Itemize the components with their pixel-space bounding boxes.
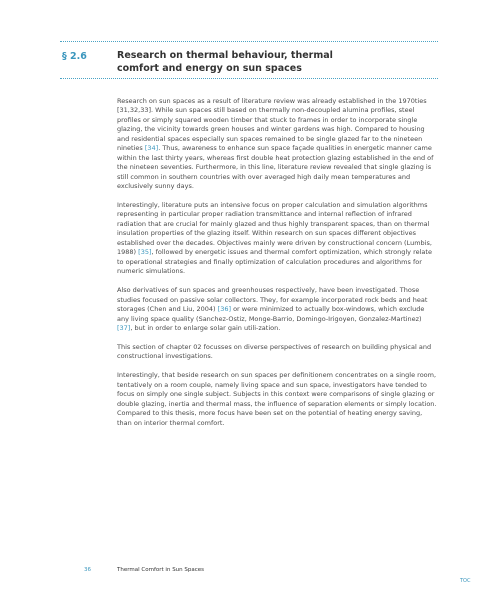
section-title bbox=[117, 50, 417, 75]
section-number: § 2.6 bbox=[62, 51, 87, 62]
body-text bbox=[117, 97, 437, 438]
reference-link[interactable]: [34] bbox=[144, 144, 159, 153]
header-top-rule bbox=[60, 41, 438, 42]
running-title: Thermal Comfort in Sun Spaces bbox=[117, 567, 205, 573]
section-title-line-2: comfort and energy on sun spaces bbox=[117, 62, 302, 74]
header-bottom-rule bbox=[60, 78, 438, 79]
paragraph-3 bbox=[117, 286, 437, 333]
paragraph-3-text-b: or were minimized to actually box-windows, which exclude any living space quality (Sanchez-Ostiz, Monge-Barrio, Domingo-Irigoyen, Gonzalez-Martinez) bbox=[117, 305, 425, 323]
paragraph-3-text-a: Also derivatives of sun spaces and greenhouses respectively, have been investigated. Those studies focused on passive solar collectors. They, for example incorporated rock beds and heat storages (Chen and Liu, 2004) bbox=[117, 286, 428, 314]
paragraph-4: This section of chapter 02 focusses on diverse perspectives of research on building physical and constructional investigations. bbox=[117, 342, 432, 361]
paragraph-5: Interestingly, that beside research on sun spaces per definitionem concentrates on a single room, tentatively on a room couple, namely living space and sun space, investigators have tended to focus on simply one single subject. Subjects in this context were comparisons of single glazing or double glazing, inertia and thermal mass, the influence of separation elements or simply location. Compared to this thesis, more focus have been set on the potential of heating energy saving, than on interior thermal comfort. bbox=[117, 371, 437, 427]
paragraph-3-text-c: , but in order to enlarge solar gain utili-zation. bbox=[130, 323, 281, 332]
page-number: 36 bbox=[84, 567, 91, 573]
paragraph-2 bbox=[117, 201, 437, 277]
reference-link[interactable]: [37] bbox=[117, 323, 131, 332]
paragraph-2-text-b: , followed by energetic issues and thermal comfort optimization, which strongly relate to operational strategies and finally optimization of calculation procedures and algorithms for numeric simulations. bbox=[117, 248, 432, 276]
paragraph-1 bbox=[117, 97, 437, 192]
reference-link[interactable]: [36] bbox=[217, 305, 231, 314]
reference-link[interactable]: [35] bbox=[138, 248, 152, 257]
paragraph-2-text-a: Interestingly, literature puts an intensive focus on proper calculation and simulation algorithms representing in particular proper radiation transmittance and internal reflection of infrared radiation that are crucial for mainly glazed and thus highly transparent spaces, than on thermal insulation properties of the glazing itself. Within research on sun spaces different objectives established over the decades. Objectives mainly were driven by constructional concern (Lumbis, 1988) bbox=[117, 201, 432, 257]
section-title-line-1: Research on thermal behaviour, thermal bbox=[117, 50, 333, 61]
paragraph-1-text-b: . Thus, awareness to enhance sun space façade qualities in energetic manner came within the last thirty years, whereas first double heat protection glazing established in the end of the nineteen seventies. Furthermore, in this line, literature review revealed that single glazing is still common in southern countries with over averaged high daily mean temperatures and exclusively sunny days. bbox=[117, 144, 434, 191]
paragraph-1-text-a: Research on sun spaces as a result of literature review was already established in the 1970ties [31,32,33]. While sun spaces still based on thermally non-decoupled alumina profiles, steel profiles or simply squared wooden timber that stuck to frames in order to incorporate single glazing, the vicinity towards green houses and winter gardens was high. Compared to housing and residential spaces especially sun spaces remained to be single glazed far to the nineteen nineties bbox=[117, 97, 427, 153]
toc-link[interactable]: TOC bbox=[460, 578, 471, 584]
